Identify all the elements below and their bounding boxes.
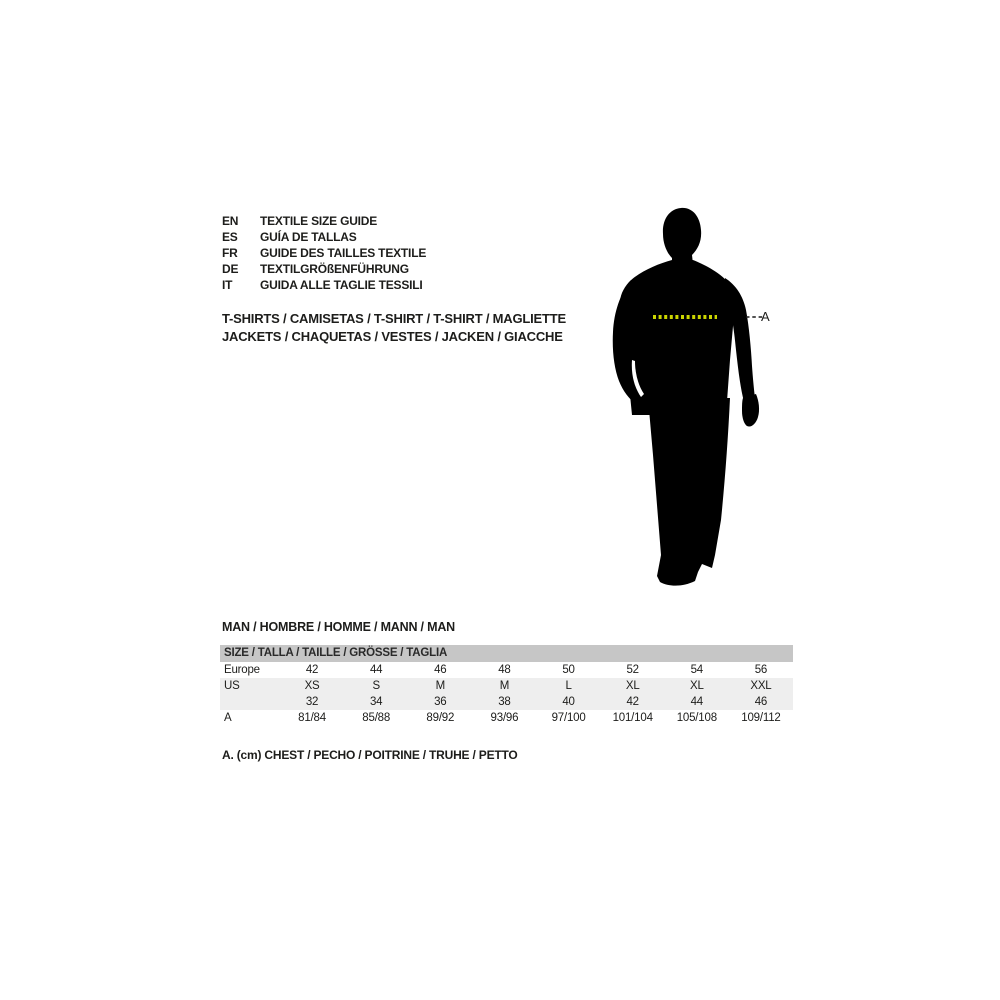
table-cell: XL [689, 680, 704, 692]
table-cell: 42 [305, 664, 319, 676]
language-row [222, 229, 426, 245]
table-cell: 34 [369, 696, 383, 708]
table-cell: 42 [626, 696, 639, 708]
man-silhouette [605, 200, 775, 610]
table-cell: 56 [754, 664, 768, 676]
table-row-label: US [224, 680, 240, 692]
language-title: GUÍA DE TALLAS [260, 230, 357, 244]
table-cell: 50 [562, 664, 575, 676]
table-cell: 81/84 [298, 712, 326, 724]
table-cell: 97/100 [551, 712, 586, 724]
language-row [222, 277, 426, 293]
table-row [220, 710, 793, 726]
table-cell: 46 [434, 664, 447, 676]
table-cell: 46 [754, 696, 768, 708]
language-row [222, 261, 426, 277]
table-cell: 32 [305, 696, 319, 708]
size-table-header: SIZE / TALLA / TAILLE / GRÖSSE / TAGLIA [220, 645, 793, 662]
section-title: MAN / HOMBRE / HOMME / MANN / MAN [222, 620, 455, 634]
size-table-body [220, 662, 793, 726]
table-cell: 54 [690, 664, 704, 676]
table-cell: 93/96 [490, 712, 519, 724]
language-title: TEXTILE SIZE GUIDE [260, 214, 378, 228]
table-cell: 48 [498, 664, 511, 676]
table-row [220, 678, 793, 694]
table-cell: M [499, 680, 510, 692]
table-cell: XS [304, 680, 320, 692]
table-row-label: Europe [224, 664, 260, 676]
language-title: GUIDA ALLE TAGLIE TESSILI [260, 278, 423, 292]
silhouette-right-hand [742, 394, 759, 427]
table-row [220, 694, 793, 710]
table-cell: S [372, 680, 380, 692]
category-line: JACKETS / CHAQUETAS / VESTES / JACKEN / GIACCHE [222, 329, 563, 344]
table-cell: M [435, 680, 445, 692]
language-title: TEXTILGRÖßENFÜHRUNG [260, 262, 409, 276]
table-cell: 105/108 [676, 712, 717, 724]
table-cell: 38 [498, 696, 511, 708]
table-cell: 85/88 [362, 712, 391, 724]
measure-label-a: A [761, 309, 770, 324]
table-cell: L [565, 680, 572, 692]
table-row-label [220, 694, 280, 710]
table-cell: XXL [750, 680, 772, 692]
size-table [220, 645, 793, 726]
language-list [222, 213, 426, 293]
silhouette-legs [648, 398, 730, 586]
table-cell: XL [625, 680, 640, 692]
measurement-footnote: A. (cm) CHEST / PECHO / POITRINE / TRUHE / PETTO [222, 748, 518, 762]
language-code: IT [222, 278, 233, 292]
table-cell: 44 [690, 696, 704, 708]
table-cell: 44 [369, 664, 383, 676]
language-title: GUIDE DES TAILLES TEXTILE [260, 246, 427, 260]
silhouette-head [663, 208, 701, 264]
table-row [220, 662, 793, 678]
category-list [222, 310, 566, 346]
table-cell: 109/112 [741, 712, 781, 724]
language-row [222, 245, 426, 261]
language-code: EN [222, 214, 239, 228]
language-code: DE [222, 262, 239, 276]
table-cell: 40 [562, 696, 575, 708]
table-cell: 101/104 [612, 712, 653, 724]
language-code: FR [222, 246, 238, 260]
language-code: ES [222, 230, 238, 244]
table-cell: 89/92 [426, 712, 455, 724]
table-cell: 52 [626, 664, 639, 676]
language-row [222, 213, 426, 229]
category-line: T-SHIRTS / CAMISETAS / T-SHIRT / T-SHIRT / MAGLIETTE [222, 311, 566, 326]
table-cell: 36 [434, 696, 447, 708]
table-row-label: A [224, 712, 232, 724]
